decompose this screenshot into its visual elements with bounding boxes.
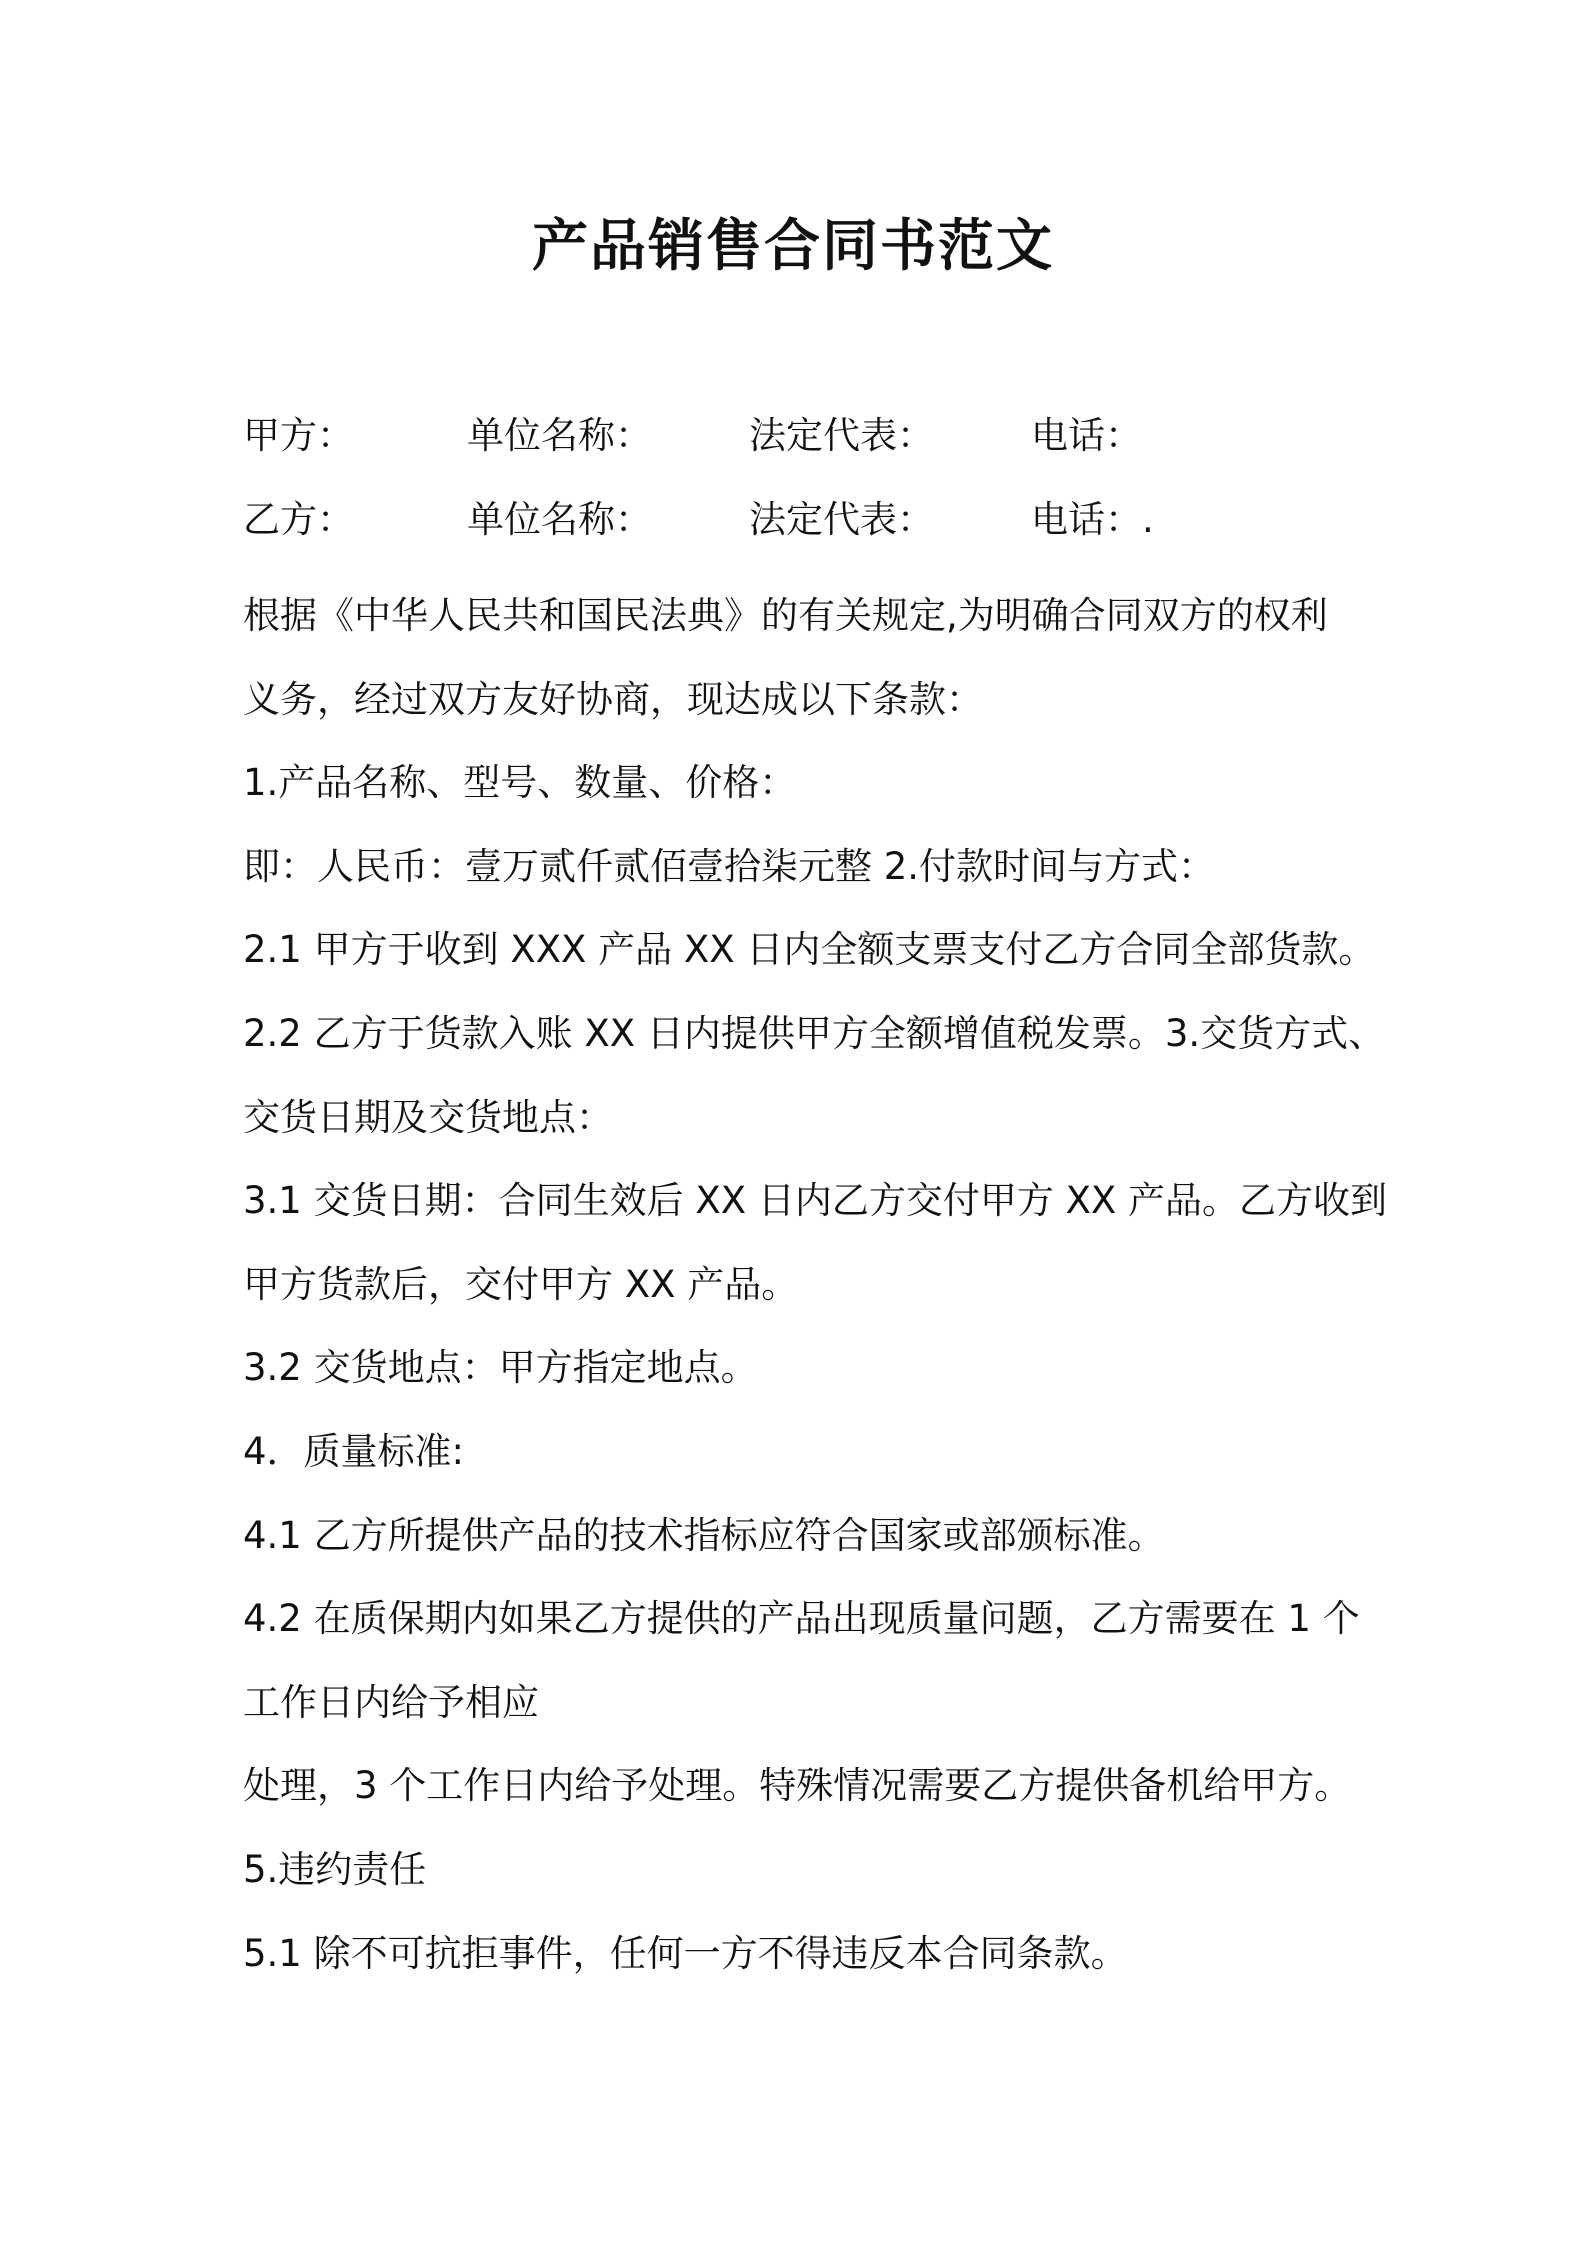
body-line: 3.1 交货日期：合同生效后 XX 日内乙方交付甲方 XX 产品。乙方收到	[243, 1179, 1388, 1223]
body-line: 交货日期及交货地点：	[243, 1095, 613, 1139]
body-line: 工作日内给予相应	[243, 1680, 539, 1724]
body-line: 即：人民币：壹万贰仟贰佰壹拾柒元整 2.付款时间与方式：	[243, 844, 1216, 888]
body-line: 5.1 除不可抗拒事件，任何一方不得违反本合同条款。	[243, 1931, 1128, 1975]
party-b-label: 乙方：	[243, 498, 354, 541]
party-a-unit-label: 单位名称：	[467, 414, 652, 457]
body-line: 处理，3 个工作日内给予处理。特殊情况需要乙方提供备机给甲方。	[243, 1764, 1352, 1808]
body-line: 4.2 在质保期内如果乙方提供的产品出现质量问题，乙方需要在 1 个	[243, 1597, 1360, 1641]
document-title: 产品销售合同书范文	[532, 214, 1054, 279]
body-line: 2.1 甲方于收到 XXX 产品 XX 日内全额支票支付乙方合同全部货款。	[243, 928, 1376, 972]
party-a-phone-label: 电话：	[1031, 414, 1142, 457]
body-line: 甲方货款后，交付甲方 XX 产品。	[243, 1262, 799, 1306]
party-a-label: 甲方：	[243, 414, 354, 457]
body-line: 2.2 乙方于货款入账 XX 日内提供甲方全额增值税发票。3.交货方式、	[243, 1011, 1386, 1055]
body-line: 3.2 交货地点：甲方指定地点。	[243, 1346, 758, 1390]
body-line: 义务，经过双方友好协商，现达成以下条款：	[243, 677, 983, 721]
party-b-legal-rep-label: 法定代表：	[749, 498, 934, 541]
body-line: 5.违约责任	[243, 1847, 427, 1891]
body-line: 根据《中华人民共和国民法典》的有关规定,为明确合同双方的权利	[243, 594, 1328, 637]
party-b-row	[243, 492, 1393, 548]
body-line: 4．质量标准:	[243, 1429, 465, 1473]
party-b-phone-label: 电话：.	[1031, 498, 1154, 541]
body-line: 1.产品名称、型号、数量、价格：	[243, 761, 797, 805]
party-a-legal-rep-label: 法定代表：	[749, 414, 934, 457]
body-line: 4.1 乙方所提供产品的技术指标应符合国家或部颁标准。	[243, 1513, 1165, 1557]
contract-body	[243, 574, 1388, 1995]
party-a-row	[243, 408, 1393, 464]
party-b-unit-label: 单位名称：	[467, 498, 652, 541]
